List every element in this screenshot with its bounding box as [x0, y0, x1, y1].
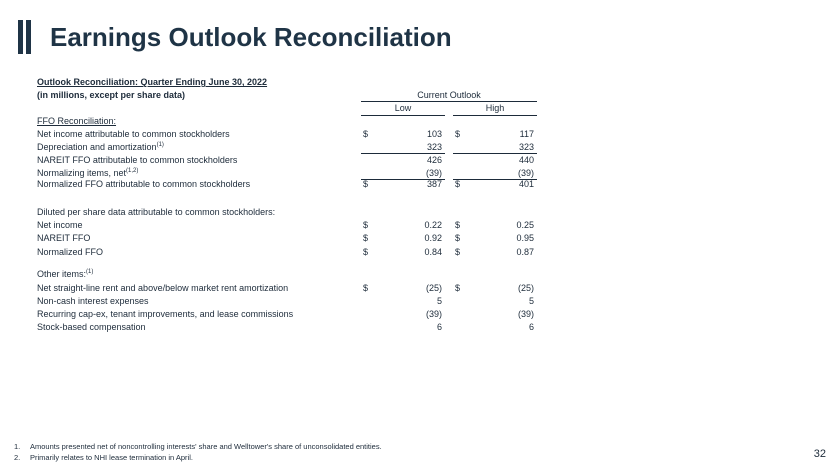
footnote-ref: (1)	[156, 142, 164, 148]
value-low: 6	[436, 322, 442, 332]
currency-symbol-high: $	[455, 179, 461, 189]
table-row	[0, 206, 840, 218]
currency-symbol-low: $	[363, 247, 369, 257]
currency-symbol-high: $	[455, 220, 461, 230]
value-high: 440	[518, 155, 534, 165]
page-number: 32	[813, 448, 826, 460]
currency-symbol-low: $	[363, 233, 369, 243]
table-row	[0, 232, 840, 244]
value-low: 5	[436, 296, 442, 306]
row-label: Net income	[37, 220, 83, 230]
row-label: Normalized FFO	[37, 247, 104, 257]
subtotal-rule	[453, 153, 537, 154]
value-low: (39)	[425, 168, 442, 178]
value-high: 0.25	[516, 220, 534, 230]
currency-symbol-high: $	[455, 247, 461, 257]
row-label: Depreciation and amortization$^{(1)}$	[37, 142, 164, 152]
currency-symbol-high: $	[455, 129, 461, 139]
currency-symbol-low: $	[363, 283, 369, 293]
row-label: Normalizing items, net$^{(1,2)}$	[37, 168, 139, 178]
value-high: 0.87	[516, 247, 534, 257]
value-high: 5	[528, 296, 534, 306]
value-low: 0.84	[424, 247, 442, 257]
value-high: 6	[528, 322, 534, 332]
row-label: Net straight-line rent and above/below market rent amortization	[37, 283, 289, 293]
currency-symbol-low: $	[363, 179, 369, 189]
subtotal-rule	[361, 153, 445, 154]
value-low: (39)	[425, 309, 442, 319]
row-label: NAREIT FFO attributable to common stockholders	[37, 155, 238, 165]
row-label: Other items:$^{(1)}$	[37, 269, 94, 279]
row-label: Non-cash interest expenses	[37, 296, 149, 306]
value-low: 323	[426, 142, 442, 152]
currency-symbol-low: $	[363, 220, 369, 230]
value-high: (25)	[517, 283, 534, 293]
value-low: 103	[426, 129, 442, 139]
table-row	[0, 154, 840, 166]
value-low: 426	[426, 155, 442, 165]
value-low: 387	[426, 179, 442, 189]
value-high: (39)	[517, 309, 534, 319]
value-high: 323	[518, 142, 534, 152]
table-subheading: (in millions, except per share data)	[37, 90, 186, 100]
row-label: FFO Reconciliation:	[37, 116, 117, 126]
table-heading: Outlook Reconciliation: Quarter Ending June 30, 2022	[37, 77, 268, 87]
row-label: Stock-based compensation	[37, 322, 146, 332]
currency-symbol-high: $	[455, 233, 461, 243]
footnote-ref: (1)	[86, 269, 94, 275]
title-accent-bar	[26, 20, 31, 54]
table-row	[0, 246, 840, 258]
table-row	[0, 219, 840, 231]
row-label: NAREIT FFO	[37, 233, 91, 243]
value-low: (25)	[425, 283, 442, 293]
table-row	[0, 321, 840, 333]
table-row	[0, 282, 840, 294]
footnote: 2. Primarily relates to NHI lease termination in April.	[14, 453, 193, 462]
row-label: Normalized FFO attributable to common stockholders	[37, 179, 251, 189]
footnote: 1. Amounts presented net of noncontrolling interests' share and Welltower's share of unconsolidated entities.	[14, 442, 382, 451]
column-header-low: Low	[394, 103, 412, 113]
value-high: (39)	[517, 168, 534, 178]
value-low: 0.92	[424, 233, 442, 243]
footnote-ref: (1,2)	[126, 168, 139, 174]
table-row	[0, 128, 840, 140]
table-row	[0, 308, 840, 320]
row-label: Recurring cap-ex, tenant improvements, and lease commissions	[37, 309, 294, 319]
value-high: 117	[519, 129, 534, 139]
value-low: 0.22	[424, 220, 442, 230]
page-title: Earnings Outlook Reconciliation	[50, 22, 452, 52]
table-row	[0, 141, 840, 153]
value-high: 401	[518, 179, 534, 189]
table-row	[0, 115, 840, 127]
column-group-header: Current Outlook	[417, 90, 481, 100]
subtotal-rule	[453, 179, 537, 180]
table-row	[0, 268, 840, 280]
title-accent-bar	[18, 20, 23, 54]
value-high: 0.95	[516, 233, 534, 243]
header-rule	[361, 101, 537, 102]
subtotal-rule	[361, 179, 445, 180]
row-label: Diluted per share data attributable to common stockholders:	[37, 207, 276, 217]
currency-symbol-high: $	[455, 283, 461, 293]
row-label: Net income attributable to common stockholders	[37, 129, 230, 139]
column-header-high: High	[485, 103, 505, 113]
table-row	[0, 295, 840, 307]
currency-symbol-low: $	[363, 129, 369, 139]
